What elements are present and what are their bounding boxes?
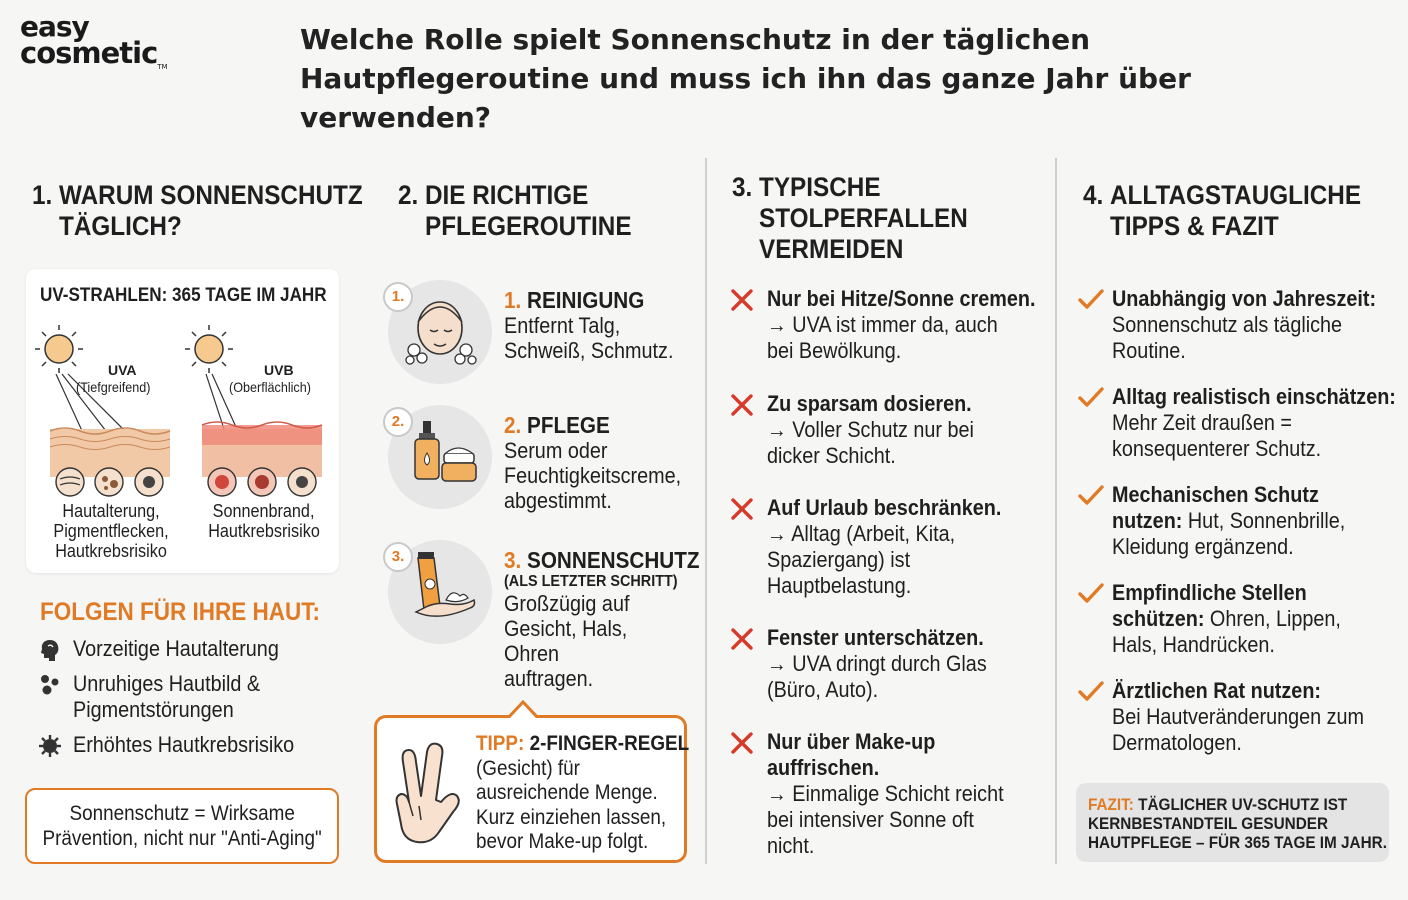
step-badge: 1. xyxy=(383,282,413,312)
list-item-text: Pigmentstörungen xyxy=(73,697,234,722)
step-line: Feuchtigkeitscreme, xyxy=(504,463,682,488)
cross-icon xyxy=(731,628,753,650)
tip-line xyxy=(1112,606,1341,632)
section-number: 2. xyxy=(398,180,419,210)
step-text xyxy=(504,413,694,513)
step-line: Entfernt Talg, xyxy=(504,313,621,338)
heading-line: VERMEIDEN xyxy=(759,234,904,264)
tip-text xyxy=(1112,482,1371,560)
head-icon xyxy=(38,638,62,662)
conclusion-line: HAUTPFLEGE – FÜR 365 TAGE IM JAHR. xyxy=(1088,833,1387,852)
step-line: abgestimmt. xyxy=(504,488,612,513)
pitfall-text xyxy=(767,495,1027,599)
pitfall-line: → Einmalige Schicht reicht xyxy=(767,781,1004,806)
heading-line: WARUM SONNENSCHUTZ xyxy=(59,180,363,210)
conclusion-box xyxy=(1076,783,1389,862)
tip-callout xyxy=(374,715,690,863)
trademark: TM xyxy=(157,62,168,71)
tip-title: Unabhängig von Jahreszeit: xyxy=(1112,286,1377,311)
heading-line: TIPPS & FAZIT xyxy=(1110,211,1279,241)
section-number: 4. xyxy=(1083,180,1104,210)
list-item-text: Erhöhtes Hautkrebsrisiko xyxy=(73,732,295,757)
tip-title: schützen: xyxy=(1112,606,1205,631)
section-3-heading xyxy=(732,172,968,265)
pitfall-line: bei Bewölkung. xyxy=(767,338,902,363)
uva-sublabel: (Tiefgreifend) xyxy=(76,379,151,395)
step-line: Serum oder xyxy=(504,438,608,463)
section-number: 3. xyxy=(732,172,753,202)
list-item xyxy=(38,671,319,723)
tip-title: Empfindliche Stellen xyxy=(1112,580,1307,605)
tip-title: Alltag realistisch einschätzen: xyxy=(1112,384,1396,409)
list-item xyxy=(38,732,319,758)
conclusion-text: TÄGLICHER UV-SCHUTZ IST xyxy=(1133,795,1348,814)
tip-title: Mechanischen Schutz xyxy=(1112,482,1319,507)
pitfall-title: Zu sparsam dosieren. xyxy=(767,391,972,416)
logo-line-2 xyxy=(20,35,168,71)
heading-line: DIE RICHTIGE xyxy=(425,180,589,210)
tip-pointer xyxy=(508,700,538,718)
uva-caption xyxy=(36,501,186,561)
step-line: Schweiß, Schmutz. xyxy=(504,338,674,363)
pitfall-line: → UVA ist immer da, auch xyxy=(767,312,998,337)
section-2-heading xyxy=(398,180,632,242)
tip-line: Kleidung ergänzend. xyxy=(1112,534,1294,559)
tip-line: Mehr Zeit draußen = xyxy=(1112,410,1292,435)
caption-line: Hautalterung, xyxy=(62,501,160,521)
pitfall-line: Hauptbelastung. xyxy=(767,573,912,598)
check-icon xyxy=(1078,288,1104,310)
step-title xyxy=(504,288,644,313)
step-title-text: PFLEGE xyxy=(527,412,610,438)
step-number: 3. xyxy=(504,547,522,573)
uv-info-card xyxy=(26,269,339,573)
check-icon xyxy=(1078,386,1104,408)
caption-line: Hautkrebsrisiko xyxy=(55,541,167,561)
consequences-list xyxy=(38,636,319,767)
tip-line xyxy=(1112,508,1345,534)
tip-line: bevor Make-up folgt. xyxy=(476,830,649,853)
pitfall-line: → UVA dringt durch Glas xyxy=(767,651,987,676)
section-number: 1. xyxy=(32,180,53,210)
brand-logo xyxy=(20,10,168,71)
tip-line: Dermatologen. xyxy=(1112,730,1242,755)
step-text xyxy=(504,288,694,363)
pitfall-title: Nur über Make-up xyxy=(767,729,936,754)
sun-icon xyxy=(35,325,83,373)
pitfall-text xyxy=(767,286,1065,364)
column-divider xyxy=(1055,158,1057,864)
tip-line: konsequenterer Schutz. xyxy=(1112,436,1322,461)
uvb-label: UVB xyxy=(264,362,294,378)
tip-title: Ärztlichen Rat nutzen: xyxy=(1112,678,1322,703)
pitfall-title: Auf Urlaub beschränken. xyxy=(767,495,1002,520)
conclusion-label: FAZIT: xyxy=(1088,795,1134,814)
pitfall-title: auffrischen. xyxy=(767,755,880,780)
tip-line-rest: Hut, Sonnenbrille, xyxy=(1182,508,1346,533)
conclusion-line: KERNBESTANDTEIL GESUNDER xyxy=(1088,814,1329,833)
uvb-sublabel: (Oberflächlich) xyxy=(229,379,311,395)
step-title-text: SONNENSCHUTZ xyxy=(527,547,700,573)
step-line: auftragen. xyxy=(504,666,594,691)
tip-line: ausreichende Menge. xyxy=(476,781,658,804)
consequences-heading: FOLGEN FÜR IHRE HAUT: xyxy=(40,598,320,626)
tip-text xyxy=(1112,286,1405,364)
cross-icon xyxy=(731,732,753,754)
section-1-heading xyxy=(32,180,363,242)
pitfall-text xyxy=(767,391,997,469)
pitfall-line: → Voller Schutz nur bei xyxy=(767,417,974,442)
step-number: 1. xyxy=(504,287,522,313)
heading-line: STOLPERFALLEN xyxy=(759,203,968,233)
logo-word: cosmetic xyxy=(20,35,158,70)
pitfall-line: Spaziergang) ist xyxy=(767,547,911,572)
caption-line: Hautkrebsrisiko xyxy=(208,521,320,541)
step-text xyxy=(504,547,700,691)
heading-line: ALLTAGSTAUGLICHE xyxy=(1110,180,1362,210)
step-title xyxy=(504,548,700,573)
list-item xyxy=(38,636,319,662)
step-title xyxy=(504,413,610,438)
virus-icon xyxy=(38,734,62,758)
uva-label: UVA xyxy=(108,362,137,378)
uv-card-title: UV-STRAHLEN: 365 TAGE IM JAHR xyxy=(40,285,327,306)
step-line: Ohren xyxy=(504,641,560,666)
pitfall-line: → Alltag (Arbeit, Kita, xyxy=(767,521,956,546)
list-item-text: Vorzeitige Hautalterung xyxy=(73,636,279,661)
conclusion-line xyxy=(1088,795,1347,814)
step-subtitle: (ALS LETZTER SCHRITT) xyxy=(504,573,678,590)
callout-line: Sonnenschutz = Wirksame xyxy=(69,802,295,825)
heading-line: TÄGLICH? xyxy=(59,211,182,241)
tip-line-rest: Ohren, Lippen, xyxy=(1204,606,1341,631)
logo-line-1: easy xyxy=(20,10,89,43)
pitfall-text xyxy=(767,729,1030,859)
tip-label: TIPP: xyxy=(476,732,525,755)
pitfall-title: Nur bei Hitze/Sonne cremen. xyxy=(767,286,1036,311)
uvb-caption xyxy=(190,501,338,541)
step-badge: 3. xyxy=(383,542,413,572)
tip-line: Routine. xyxy=(1112,338,1186,363)
tip-title xyxy=(476,732,689,757)
check-icon xyxy=(1078,582,1104,604)
pitfall-line: nicht. xyxy=(767,833,815,858)
tip-text xyxy=(476,732,713,855)
heading-line: TYPISCHE xyxy=(759,172,881,202)
cross-icon xyxy=(731,498,753,520)
cross-icon xyxy=(731,394,753,416)
tip-line: Sonnenschutz als tägliche xyxy=(1112,312,1343,337)
tip-text xyxy=(1112,384,1408,462)
section-4-heading xyxy=(1083,180,1361,242)
step-title-text: REINIGUNG xyxy=(527,287,645,313)
pitfall-text xyxy=(767,625,1011,703)
sun-icon xyxy=(185,325,233,373)
cross-icon xyxy=(731,289,753,311)
check-icon xyxy=(1078,484,1104,506)
tip-line: Bei Hautveränderungen zum xyxy=(1112,704,1365,729)
dots-icon xyxy=(38,673,62,697)
prevention-callout xyxy=(25,788,339,864)
step-line: Großzügig auf xyxy=(504,591,630,616)
callout-line: Prävention, nicht nur "Anti-Aging" xyxy=(42,827,322,850)
tip-title: nutzen: xyxy=(1112,508,1183,533)
tip-title-text: 2-FINGER-REGEL xyxy=(529,732,690,755)
pitfall-line: bei intensiver Sonne oft xyxy=(767,807,974,832)
page-title: Welche Rolle spielt Sonnenschutz in der täglichen Hautpflegeroutine und muss ich ihn das ganze Jahr über verwenden? xyxy=(300,23,1191,134)
pitfall-line: dicker Schicht. xyxy=(767,443,896,468)
caption-line: Pigmentflecken, xyxy=(53,521,169,541)
two-finger-hand-icon xyxy=(389,740,469,850)
tip-text xyxy=(1112,580,1366,658)
step-line: Gesicht, Hals, xyxy=(504,616,628,641)
list-item-text: Unruhiges Hautbild & xyxy=(73,671,261,696)
check-icon xyxy=(1078,680,1104,702)
tip-text xyxy=(1112,678,1392,756)
tip-line: (Gesicht) für xyxy=(476,756,580,780)
pitfall-title: Fenster unterschätzen. xyxy=(767,625,984,650)
step-number: 2. xyxy=(504,412,522,438)
tip-line: Hals, Handrücken. xyxy=(1112,632,1275,657)
heading-line: PFLEGEROUTINE xyxy=(425,211,632,241)
caption-line: Sonnenbrand, xyxy=(213,501,315,521)
pitfall-line: (Büro, Auto). xyxy=(767,677,879,702)
step-badge: 2. xyxy=(383,407,413,437)
tip-line: Kurz einziehen lassen, xyxy=(476,805,667,829)
